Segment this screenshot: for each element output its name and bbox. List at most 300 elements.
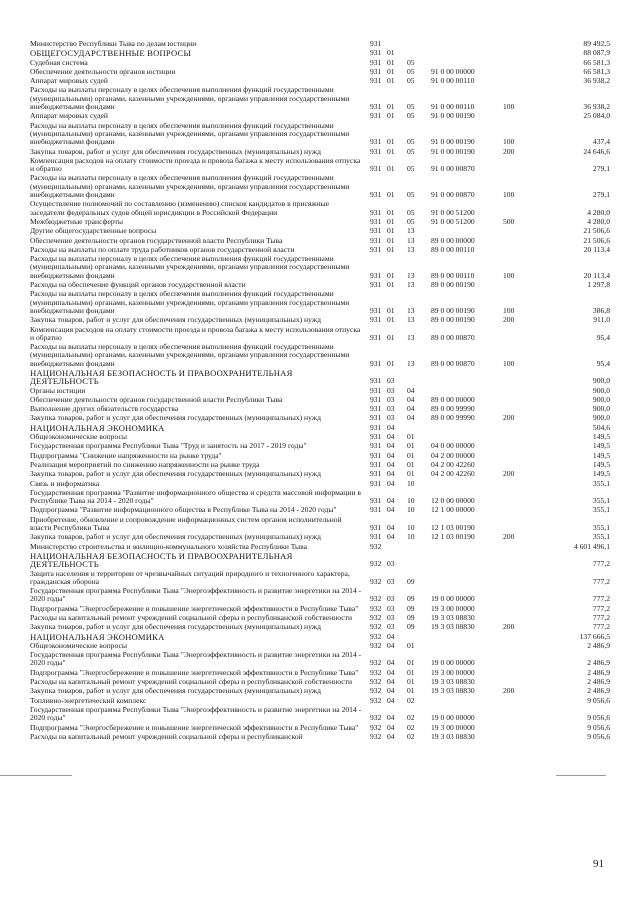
row-grbs-code: 931 [370, 76, 382, 86]
row-expense-type: 100 [503, 190, 515, 200]
row-subsection-code: 01 [407, 677, 415, 687]
row-section-code: 04 [387, 731, 395, 741]
row-name: Осуществление полномочий по составлению (изменению) списков кандидатов в присяжные заседатели федеральных судов общей юрисдикции в Российской Федерации [30, 199, 330, 217]
row-section-code: 01 [387, 137, 395, 147]
row-subsection-code [407, 40, 431, 49]
row-section-code [387, 543, 407, 552]
table-row [30, 706, 610, 724]
row-name: Общеэкономические вопросы [30, 432, 127, 442]
row-subsection-code: 13 [407, 358, 415, 368]
row-section-code: 04 [387, 450, 395, 460]
row-amount: 777,2 [592, 559, 610, 569]
row-expense-type: 200 [503, 315, 515, 325]
row-target-article: 19 3 03 08830 [431, 731, 475, 741]
table-row [30, 290, 610, 316]
row-section-code: 04 [387, 695, 395, 705]
row-grbs-code: 931 [370, 315, 382, 325]
row-subsection-code: 01 [407, 469, 415, 479]
row-section-code: 03 [387, 559, 395, 569]
table-row [30, 326, 610, 344]
row-name: Расходы на капитальный ремонт учреждений социальной сферы и республиканской собственности [30, 613, 353, 622]
row-grbs-code: 931 [370, 190, 382, 200]
row-grbs-code: 932 [370, 677, 382, 687]
row-grbs-code: 932 [370, 594, 382, 604]
row-section-code: 04 [387, 667, 395, 677]
row-subsection-code: 05 [407, 216, 415, 226]
row-target-article: 04 2 00 42260 [431, 459, 475, 469]
table-row [30, 200, 610, 218]
row-grbs-code: 932 [370, 603, 382, 613]
row-expense-type [503, 200, 541, 218]
row-subsection-code: 04 [407, 413, 415, 423]
row-section-code: 01 [387, 146, 395, 156]
row-name: Подпрограмма "Снижение напряженности на рынке труда" [30, 450, 222, 460]
row-target-article: 19 3 03 08830 [431, 677, 475, 687]
row-section-code: 03 [387, 394, 395, 404]
row-grbs-code: 931 [370, 57, 382, 67]
table-row [30, 570, 610, 588]
row-amount: 4 280,0 [587, 207, 610, 217]
row-grbs-code: 931 [370, 422, 382, 432]
row-grbs-code: 931 [370, 404, 382, 414]
row-target-article: 19 3 03 08830 [431, 613, 475, 622]
row-name: Компенсация расходов на оплату стоимости проезда и провоза багажа к месту использования отпуска и обратно [30, 324, 361, 342]
row-target-article [431, 697, 503, 706]
row-amount: 2 486,9 [587, 686, 610, 696]
row-name: Государственная программа Республики Тыва "Труд и занятость на 2017 - 2019 годы" [30, 441, 307, 451]
row-amount: 9 056,6 [587, 695, 610, 705]
row-name: Защита населения и территории от чрезвычайных ситуаций природного и техногенного характера, гражданская оборона [30, 568, 350, 586]
row-name: Выполнение других обязательств государства [30, 404, 179, 414]
row-name: Расходы на капитальный ремонт учреждений социальной сферы и республиканской собственности [30, 677, 353, 687]
row-grbs-code: 931 [370, 280, 382, 290]
row-amount: 777,2 [592, 603, 610, 613]
row-amount: 25 084,0 [583, 111, 610, 121]
row-target-article: 89 0 00 00000 [431, 235, 475, 245]
row-amount: 777,2 [592, 613, 610, 622]
row-amount: 911,0 [593, 315, 610, 325]
row-expense-type: 100 [503, 102, 515, 112]
table-row [30, 122, 610, 148]
row-expense-type [503, 227, 541, 236]
row-target-article [431, 543, 503, 552]
row-subsection-code: 05 [407, 66, 415, 76]
row-subsection-code: 10 [407, 505, 415, 515]
row-grbs-code: 931 [370, 102, 382, 112]
scan-edge-mark-right [556, 775, 606, 776]
row-section-code: 04 [387, 722, 395, 732]
row-subsection-code: 10 [407, 532, 415, 542]
row-expense-type: 100 [503, 358, 515, 368]
row-subsection-code: 05 [407, 164, 415, 174]
row-name: НАЦИОНАЛЬНАЯ БЕЗОПАСНОСТЬ И ПРАВООХРАНИТЕЛЬНАЯ ДЕЯТЕЛЬНОСТЬ [30, 550, 293, 570]
row-subsection-code: 02 [407, 695, 415, 705]
row-expense-type [503, 246, 541, 255]
row-subsection-code: 05 [407, 76, 415, 86]
row-name: Обеспечение деятельности органов государственной власти Республики Тыва [30, 394, 283, 404]
row-name: Закупка товаров, работ и услуг для обеспечения государственных (муниципальных) нужд [30, 622, 321, 632]
row-name: Государственная программа Республики Тыва "Энергоэффективность и развитие энергетики на 2014 - 2020 годы" [30, 650, 362, 668]
row-target-article [431, 552, 503, 570]
row-name: Аппарат мировых судей [30, 111, 108, 121]
row-subsection-code: 10 [407, 478, 415, 488]
row-amount: 149,5 [592, 432, 610, 442]
row-name: Государственная программа "Развитие информационного общества и средств массовой информации в Республике Тыва на 2014 - 2020 годы" [30, 487, 361, 506]
row-subsection-code [407, 552, 431, 570]
row-grbs-code: 932 [370, 622, 382, 632]
row-name: Обеспечение деятельности органов государственной власти Республики Тыва [30, 235, 283, 245]
row-grbs-code: 931 [370, 441, 382, 451]
row-subsection-code: 02 [407, 713, 415, 723]
row-subsection-code: 05 [407, 111, 415, 121]
row-target-article: 12 1 03 00190 [431, 532, 475, 542]
row-subsection-code: 13 [407, 244, 415, 254]
row-expense-type [503, 697, 541, 706]
row-section-code: 01 [387, 358, 395, 368]
table-row [30, 552, 610, 570]
row-grbs-code: 932 [370, 559, 382, 569]
row-amount: 20 113,4 [583, 270, 610, 280]
row-subsection-code: 01 [407, 450, 415, 460]
row-target-article: 19 0 00 00000 [431, 713, 475, 723]
row-subsection-code: 05 [407, 137, 415, 147]
row-amount: 1 297,8 [587, 280, 610, 290]
row-target-article [431, 40, 503, 49]
row-section-code: 04 [387, 658, 395, 668]
row-grbs-code: 932 [370, 722, 382, 732]
budget-table [30, 40, 610, 742]
row-amount: 137 666,5 [579, 631, 610, 641]
row-name: Подпрограмма "Энергосбережение и повышение энергетической эффективности в Республике Тыва" [30, 667, 359, 677]
row-section-code: 04 [387, 469, 395, 479]
row-amount: 900,0 [592, 385, 610, 395]
row-grbs-code: 931 [370, 358, 382, 368]
row-expense-type: 100 [503, 137, 515, 147]
row-target-article: 19 3 03 08830 [431, 622, 475, 632]
row-name: Государственная программа Республики Тыва "Энергоэффективность и развитие энергетики на 2014 - 2020 годы" [30, 704, 362, 723]
row-target-article: 89 0 00 00870 [431, 332, 475, 342]
row-grbs-code: 931 [370, 496, 382, 506]
row-expense-type [503, 281, 541, 290]
row-section-code: 01 [387, 270, 395, 280]
row-section-code: 01 [387, 111, 395, 121]
row-section-code: 04 [387, 422, 395, 432]
row-target-article: 12 1 00 00000 [431, 505, 475, 515]
row-subsection-code: 13 [407, 226, 415, 236]
row-name: Закупка товаров, работ и услуг для обеспечения государственных (муниципальных) нужд [30, 686, 321, 696]
row-target-article [431, 642, 503, 651]
row-amount: 2 486,9 [587, 677, 610, 687]
row-section-code: 04 [387, 640, 395, 650]
row-name: Аппарат мировых судей [30, 76, 108, 86]
row-name: ОБЩЕГОСУДАРСТВЕННЫЕ ВОПРОСЫ [30, 48, 192, 59]
row-section-code: 01 [387, 76, 395, 86]
row-amount: 24 646,6 [583, 146, 610, 156]
row-subsection-code [407, 543, 431, 552]
table-row [30, 343, 610, 369]
row-section-code: 01 [387, 190, 395, 200]
row-amount: 149,5 [592, 469, 610, 479]
row-amount: 95,4 [596, 358, 610, 368]
row-section-code: 03 [387, 603, 395, 613]
row-section-code: 01 [387, 244, 395, 254]
row-amount: 9 056,6 [587, 713, 610, 723]
row-section-code: 03 [387, 576, 395, 586]
table-row [30, 369, 610, 387]
row-grbs-code: 932 [370, 695, 382, 705]
row-expense-type [503, 237, 541, 246]
row-name: НАЦИОНАЛЬНАЯ БЕЗОПАСНОСТЬ И ПРАВООХРАНИТЕЛЬНАЯ ДЕЯТЕЛЬНОСТЬ [30, 367, 293, 387]
row-grbs-code: 931 [370, 244, 382, 254]
row-target-article: 12 1 03 00190 [431, 523, 475, 533]
row-target-article [431, 570, 503, 588]
row-amount: 279,1 [592, 164, 610, 174]
row-subsection-code: 01 [407, 667, 415, 677]
row-target-article: 19 0 00 00000 [431, 658, 475, 668]
row-target-article: 89 0 00 99990 [431, 404, 475, 414]
row-section-code: 03 [387, 622, 395, 632]
row-name: Закупка товаров, работ и услуг для обеспечения государственных (муниципальных) нужд [30, 146, 321, 156]
row-subsection-code: 04 [407, 404, 415, 414]
row-subsection-code: 01 [407, 441, 415, 451]
row-grbs-code: 931 [370, 164, 382, 174]
row-grbs-code: 932 [370, 640, 382, 650]
row-grbs-code: 931 [370, 432, 382, 442]
row-expense-type [503, 369, 541, 387]
row-amount: 66 581,3 [583, 57, 610, 67]
row-subsection-code: 04 [407, 385, 415, 395]
row-grbs-code: 932 [370, 631, 382, 641]
row-grbs-code: 931 [370, 469, 382, 479]
row-name: Закупка товаров, работ и услуг для обеспечения государственных (муниципальных) нужд [30, 413, 321, 423]
row-grbs-code: 931 [370, 459, 382, 469]
row-expense-type [503, 326, 541, 344]
row-name: Расходы на выплаты персоналу в целях обеспечения выполнения функций государственными (муниципальными) органами, казенными учреждениями, органами управления государственными внебюджетными фондами [30, 254, 350, 280]
row-name: Расходы на капитальный ремонт учреждений социальной сферы и республиканской [30, 731, 303, 741]
row-subsection-code: 10 [407, 523, 415, 533]
row-name: Межбюджетные трансферты [30, 216, 123, 226]
row-section-code: 01 [387, 226, 395, 236]
row-amount: 9 056,6 [587, 731, 610, 741]
row-name: Расходы на выплаты персоналу в целях обеспечения выполнения функций государственными (муниципальными) органами, казенными учреждениями, органами управления государственными внебюджетными фондами [30, 85, 350, 112]
row-name: Расходы на выплаты персоналу в целях обеспечения выполнения функций государственными (муниципальными) органами, казенными учреждениями, органами управления государственными внебюджетными фондами [30, 120, 350, 147]
row-name: Связь и информатика [30, 478, 100, 488]
row-grbs-code: 931 [370, 450, 382, 460]
row-expense-type: 200 [503, 686, 515, 696]
row-amount: 9 056,6 [587, 722, 610, 732]
row-name: Подпрограмма "Развитие информационного общества в Республике Тыва на 2014 - 2020 годы" [30, 505, 337, 515]
row-amount: 355,1 [592, 532, 610, 542]
row-name: Расходы на выплаты персоналу в целях обеспечения выполнения функций государственными (муниципальными) органами, казенными учреждениями, органами управления государственными внебюджетными фондами [30, 342, 350, 368]
row-target-article: 91 0 00 00870 [431, 164, 475, 174]
row-amount: 4 280,0 [587, 216, 610, 226]
row-section-code: 01 [387, 66, 395, 76]
row-section-code: 04 [387, 432, 395, 442]
row-section-code: 01 [387, 207, 395, 217]
row-subsection-code: 01 [407, 432, 415, 442]
table-row [30, 68, 610, 77]
row-grbs-code: 931 [370, 505, 382, 515]
row-name: Министерство Республики Тыва по делам юстиции [30, 39, 197, 48]
row-section-code: 04 [387, 631, 395, 641]
row-grbs-code: 931 [370, 332, 382, 342]
row-subsection-code: 13 [407, 280, 415, 290]
row-expense-type: 200 [503, 146, 515, 156]
row-amount: 777,2 [592, 576, 610, 586]
table-row [30, 516, 610, 534]
row-section-code: 04 [387, 505, 395, 515]
row-expense-type [503, 396, 541, 405]
row-section-code: 04 [387, 686, 395, 696]
row-target-article: 19 3 00 00000 [431, 722, 475, 732]
row-amount: 2 486,9 [587, 658, 610, 668]
table-row [30, 489, 610, 507]
row-grbs-code: 931 [370, 394, 382, 404]
row-section-code: 04 [387, 478, 395, 488]
row-target-article: 89 0 00 00190 [431, 315, 475, 325]
row-target-article [431, 633, 503, 642]
row-amount: 279,1 [592, 190, 610, 200]
row-grbs-code: 931 [370, 305, 382, 315]
row-subsection-code: 05 [407, 146, 415, 156]
row-subsection-code: 10 [407, 496, 415, 506]
row-expense-type: 500 [503, 216, 515, 226]
row-amount: 777,2 [592, 622, 610, 632]
row-amount: 36 938,2 [583, 76, 610, 86]
row-name: Министерство строительства и жилищно-коммунального хозяйства Республики Тыва [30, 541, 308, 551]
row-name: Государственная программа Республики Тыва "Энергоэффективность и развитие энергетики на 2014 - 2020 годы" [30, 586, 362, 604]
row-expense-type [503, 642, 541, 651]
row-name: Расходы на обеспечение функций органов государственной власти [30, 280, 246, 290]
row-subsection-code: 04 [407, 394, 415, 404]
row-expense-type: 100 [503, 270, 515, 280]
row-expense-type [503, 452, 541, 461]
row-target-article: 04 0 00 00000 [431, 441, 475, 451]
row-name: Приобретение, обновление и сопровождение информационных систем органов исполнительной власти Республики Тыва [30, 514, 342, 533]
row-expense-type: 200 [503, 622, 515, 632]
row-target-article: 19 3 00 00000 [431, 667, 475, 677]
row-section-code: 04 [387, 496, 395, 506]
row-amount: 355,1 [592, 496, 610, 506]
row-expense-type [503, 543, 541, 552]
row-target-article: 04 2 00 42260 [431, 469, 475, 479]
row-name: Расходы на выплаты персоналу в целях обеспечения выполнения функций государственными (муниципальными) органами, казенными учреждениями, органами управления государственными внебюджетными фондами [30, 289, 350, 315]
row-name: Подпрограмма "Энергосбережение и повышение энергетической эффективности в Республике Тыва" [30, 722, 359, 732]
row-expense-type [503, 605, 541, 614]
row-amount: 777,2 [592, 594, 610, 604]
row-subsection-code: 02 [407, 722, 415, 732]
row-subsection-code: 05 [407, 207, 415, 217]
row-grbs-code: 931 [370, 376, 382, 386]
table-row [30, 255, 610, 281]
row-grbs-code: 931 [370, 111, 382, 121]
row-grbs-code: 932 [370, 576, 382, 586]
table-row [30, 651, 610, 669]
row-target-article: 19 3 03 08830 [431, 686, 475, 696]
row-grbs-code: 932 [370, 613, 382, 622]
row-expense-type: 200 [503, 532, 515, 542]
row-section-code: 04 [387, 532, 395, 542]
row-section-code: 03 [387, 385, 395, 395]
row-target-article: 91 0 00 00190 [431, 137, 475, 147]
row-target-article: 12 0 00 00000 [431, 496, 475, 506]
row-amount: 2 486,9 [587, 667, 610, 677]
row-expense-type [503, 77, 541, 86]
row-amount: 504,6 [592, 422, 610, 432]
row-grbs-code: 932 [370, 731, 382, 741]
row-amount: 89 492,5 [583, 39, 610, 48]
table-row [30, 470, 610, 479]
row-expense-type [503, 112, 541, 121]
row-name: Закупка товаров, работ и услуг для обеспечения государственных (муниципальных) нужд [30, 315, 321, 325]
row-name: Судебная система [30, 57, 88, 67]
row-subsection-code: 13 [407, 235, 415, 245]
row-target-article: 89 0 00 00190 [431, 280, 475, 290]
row-grbs-code: 931 [370, 478, 382, 488]
table-row [30, 49, 610, 58]
row-section-code: 04 [387, 459, 395, 469]
row-section-code: 01 [387, 48, 395, 58]
row-amount: 900,0 [592, 413, 610, 423]
row-section-code: 03 [387, 413, 395, 423]
row-grbs-code: 931 [370, 39, 382, 48]
row-section-code: 04 [387, 677, 395, 687]
row-name: Органы юстиции [30, 385, 86, 395]
row-target-article: 91 0 00 51200 [431, 216, 475, 226]
row-amount: 437,4 [592, 137, 610, 147]
row-section-code: 03 [387, 404, 395, 414]
row-grbs-code: 932 [370, 667, 382, 677]
row-expense-type: 200 [503, 469, 515, 479]
row-expense-type [503, 733, 541, 742]
row-subsection-code: 01 [407, 459, 415, 469]
row-grbs-code: 931 [370, 66, 382, 76]
row-amount: 900,0 [592, 376, 610, 386]
row-expense-type: 200 [503, 413, 515, 423]
row-expense-type [503, 433, 541, 442]
row-target-article [431, 480, 503, 489]
row-target-article: 89 0 00 99990 [431, 413, 475, 423]
row-section-code: 04 [387, 523, 395, 533]
row-name: НАЦИОНАЛЬНАЯ ЭКОНОМИКА [30, 422, 165, 433]
row-expense-type [503, 59, 541, 68]
row-name: Расходы на выплаты по оплате труда работников органов государственной власти [30, 244, 295, 254]
row-grbs-code: 931 [370, 137, 382, 147]
row-target-article: 91 0 00 00110 [431, 102, 475, 112]
row-name: Закупка товаров, работ и услуг для обеспечения государственных (муниципальных) нужд [30, 532, 321, 542]
row-section-code: 01 [387, 332, 395, 342]
row-subsection-code: 09 [407, 613, 415, 622]
row-target-article: 91 0 00 00000 [431, 66, 475, 76]
row-subsection-code: 09 [407, 603, 415, 613]
row-amount: 21 506,6 [583, 226, 610, 236]
row-amount: 900,0 [592, 394, 610, 404]
row-target-article: 19 3 00 00000 [431, 603, 475, 613]
row-grbs-code: 932 [370, 658, 382, 668]
row-target-article: 89 0 00 00110 [431, 244, 475, 254]
row-subsection-code: 05 [407, 190, 415, 200]
row-amount: 95,4 [596, 332, 610, 342]
row-name: Реализация мероприятий по снижению напряженности на рынке труда [30, 459, 260, 469]
row-expense-type [503, 489, 541, 507]
row-grbs-code: 931 [370, 523, 382, 533]
row-expense-type [503, 506, 541, 515]
row-target-article: 89 0 00 00000 [431, 394, 475, 404]
row-amount: 66 581,3 [583, 66, 610, 76]
row-subsection-code: 13 [407, 332, 415, 342]
row-expense-type [503, 516, 541, 534]
row-expense-type [503, 480, 541, 489]
